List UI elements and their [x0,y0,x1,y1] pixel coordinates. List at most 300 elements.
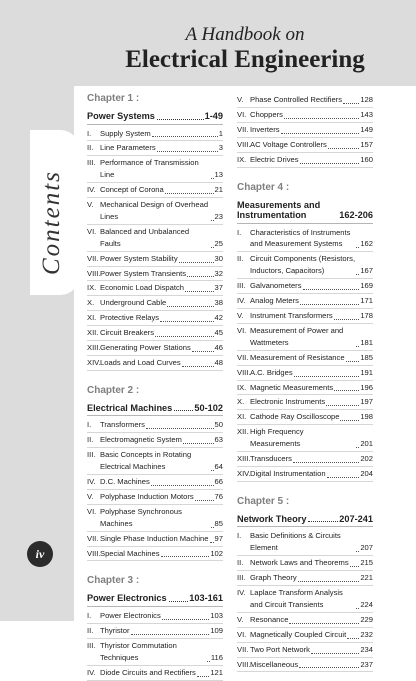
chapter-title [87,593,223,607]
entry-body [250,629,373,641]
entry-title: Measurement of Resistance [250,352,345,362]
entry-page: 171 [360,296,373,306]
entry-page: 109 [210,625,223,635]
toc-entry [237,324,373,351]
entry-body [250,295,373,307]
chapter-section [237,496,373,673]
toc-entry [87,609,223,624]
entry-numeral: III. [237,281,246,291]
entry-title: Galvanometers [250,281,302,291]
entry-body [100,142,223,154]
entry-numeral: VIII. [237,139,251,149]
dot-leader [293,462,359,463]
entry-title: Resonance [250,614,289,624]
toc-entry [87,311,223,326]
entry-numeral: XIV. [237,468,251,478]
entry-title: Underground Cable [100,298,167,308]
entry-title: Thyristor Commutation Techniques [100,640,177,662]
entry-title: Instrument Transformers [250,310,333,320]
entry-title: Loads and Load Curves [100,358,181,367]
toc-entry [87,532,223,547]
toc-entry [237,425,373,452]
toc-entry [237,452,373,467]
entry-body [100,610,223,622]
entry-title: Analog Meters [250,296,299,306]
entry-body [250,154,373,166]
toc-entry [87,433,223,448]
entry-body [100,312,223,324]
entry-body [250,614,373,626]
dot-leader [281,133,360,134]
dot-leader [356,551,359,552]
entry-body [100,625,223,637]
dot-leader [284,118,359,119]
dot-leader [343,103,359,104]
entry-body [100,357,223,369]
toc-entry [237,153,373,168]
entry-page: 97 [214,533,223,543]
dot-leader [298,581,360,582]
chapter-section [237,93,373,168]
dot-leader [356,274,359,275]
toc-entry [237,279,373,294]
sidebar-band [0,0,74,621]
entry-body [250,124,373,136]
entry-title: Basic Concepts in Rotating Electrical Machines [100,450,192,472]
toc-entry [87,448,223,475]
dot-leader [157,119,204,120]
toc-entry [237,381,373,396]
entry-numeral: VIII. [87,268,101,278]
entry-title: Magnetic Measurements [250,382,334,392]
dot-leader [303,289,360,290]
toc-entry [87,252,223,267]
chapter-label: Chapter 4 : [237,181,290,193]
entry-title: Transformers [100,420,145,430]
entry-page: 160 [360,154,373,164]
chapter-title-text: Measurements and Instrumentation [237,199,321,221]
toc-entry [87,156,223,183]
entry-numeral: V. [87,200,94,210]
entry-numeral: IV. [87,185,96,195]
entry-numeral: III. [87,640,96,650]
dot-leader [356,608,359,609]
entry-body [250,253,373,277]
entry-page: 232 [360,629,373,639]
dot-leader [210,542,214,543]
entry-title: Circuit Breakers [100,328,155,338]
entry-title: Generating Power Stations [100,343,191,353]
dot-leader [151,485,214,486]
entry-numeral: II. [87,143,94,153]
toc-entry [87,296,223,311]
dot-leader [356,247,359,248]
entry-numeral: II. [87,625,94,635]
entry-title: Polyphase Synchronous Machines [100,506,182,528]
entry-title: A.C. Bridges [250,367,293,377]
entry-title: Laplace Transform Analysis and Circuit Transients [250,587,343,609]
chapter-title [87,403,223,417]
entry-title: Inverters [250,124,280,134]
dot-leader [300,304,359,305]
toc-entry [237,628,373,643]
toc-entry [87,326,223,341]
entry-page: 169 [360,281,373,291]
entry-title: Phase Controlled Rectifiers [250,95,343,104]
toc-column-left [87,93,223,681]
toc-entry [87,356,223,371]
dot-leader [197,676,210,677]
entry-page: 162 [360,239,373,249]
entry-title: Measurement of Power and Wattmeters [250,325,344,347]
entry-title: Choppers [250,109,283,119]
entry-numeral: VIII. [237,659,251,669]
dot-leader [169,601,189,602]
entry-title: AC Voltage Controllers [250,139,327,149]
toc-entry [87,198,223,225]
dot-leader [207,661,210,662]
entry-numeral: VIII. [237,367,251,377]
entry-title: Cathode Ray Oscilloscope [250,412,340,422]
entry-body [100,199,223,223]
entry-title: Polyphase Induction Motors [100,491,194,501]
entry-body [250,572,373,584]
dot-leader [152,136,218,137]
entry-body [100,157,223,181]
entry-numeral: V. [87,491,94,501]
entry-numeral: IX. [237,154,247,164]
dot-leader [187,276,213,277]
entry-numeral: VI. [87,226,97,236]
toc-entry [87,418,223,433]
entry-title: Basic Definitions & Circuits Element [250,531,341,553]
entry-body [100,533,223,545]
dot-leader [211,178,214,179]
dot-leader [155,336,214,337]
entry-title: Thyristor [100,625,130,635]
toc-entry [237,395,373,410]
entry-title: Graph Theory [250,573,297,583]
entry-page: 149 [360,124,373,134]
dot-leader [334,319,360,320]
toc-entry [87,505,223,532]
entry-body [250,367,373,379]
entry-numeral: V. [237,310,244,320]
entry-numeral: II. [87,435,94,445]
entry-body [100,253,223,265]
entry-numeral: XII. [87,328,99,338]
book-subtitle: A Handbook on [185,24,305,45]
dot-leader [157,151,218,152]
chapter-label: Chapter 3 : [87,575,140,587]
chapter-section [87,93,223,371]
toc-entry [87,624,223,639]
dot-leader [162,619,210,620]
entry-page: 191 [360,367,373,377]
entry-numeral: IV. [237,587,246,597]
entry-title: High Frequency Measurements [250,427,304,449]
toc-entry [237,294,373,309]
toc-entry [237,556,373,571]
entry-numeral: X. [237,397,245,407]
entry-numeral: VII. [87,533,99,543]
toc-entry [87,225,223,252]
entry-page: 198 [360,412,373,422]
entry-numeral: IV. [87,477,96,487]
dot-leader [192,351,214,352]
header-band [74,0,416,86]
chapter-gap [87,371,223,385]
entry-page: 157 [360,139,373,149]
entry-page: 32 [214,268,223,278]
dot-leader [294,376,360,377]
dot-leader [346,361,360,362]
entry-numeral: II. [237,558,244,568]
entry-numeral: VII. [87,253,99,263]
toc-entry [87,639,223,666]
dot-leader [211,247,214,248]
toc-entry [237,226,373,253]
entry-body [250,453,373,465]
entry-body [100,297,223,309]
toc-entry [237,643,373,658]
entry-page: 23 [214,211,223,221]
dot-leader [160,321,213,322]
dot-leader [326,405,359,406]
entry-numeral: IX. [87,283,97,293]
toc-entry [237,123,373,138]
dot-leader [165,193,214,194]
contents-label: Contents [38,170,65,275]
toc-entry [87,183,223,198]
entry-page: 167 [360,266,373,276]
dot-leader [211,527,214,528]
entry-title: Concept of Corona [100,185,164,195]
dot-leader [300,163,360,164]
entry-body [250,280,373,292]
entry-page: 13 [214,170,223,180]
entry-page: 196 [360,382,373,392]
dot-leader [350,566,360,567]
entry-page: 121 [210,667,223,677]
toc-entry [87,666,223,681]
toc-column-right [237,93,373,672]
entry-page: 42 [214,313,223,323]
dot-leader [167,306,213,307]
page-number-badge: iv [27,541,53,567]
entry-title: Balanced and Unbalanced Faults [100,226,190,248]
entry-numeral: X. [87,298,95,308]
dot-leader [146,428,214,429]
chapter-gap [237,168,373,182]
entry-numeral: IX. [237,382,247,392]
entry-title: Supply System [100,128,151,138]
entry-numeral: VII. [237,352,249,362]
entry-body [250,310,373,322]
entry-page: 37 [214,283,223,293]
entry-numeral: V. [237,614,244,624]
entry-page: 202 [360,454,373,464]
chapter-label: Chapter 2 : [87,384,140,396]
entry-page: 3 [218,143,223,153]
entry-body [100,128,223,140]
dot-leader [356,447,359,448]
entry-page: 143 [360,109,373,119]
toc-entry [237,529,373,556]
entry-title: Performance of Transmission Line [100,158,199,180]
entry-page: 229 [360,614,373,624]
entry-title: Mechanical Design of Overhead Lines [100,200,209,221]
entry-page: 66 [214,477,223,487]
dot-leader [211,220,214,221]
toc-entry [87,127,223,142]
entry-numeral: XIII. [87,343,101,353]
entry-title: Power System Transients [100,268,187,278]
toc-entry [237,613,373,628]
entry-body [100,667,223,679]
entry-title: Two Port Network [250,644,310,654]
entry-page: 197 [360,397,373,407]
entry-body [100,226,223,250]
dot-leader [131,634,210,635]
entry-title: D.C. Machines [100,477,150,487]
entry-title: Electric Drives [250,154,299,164]
entry-body [100,548,223,560]
entry-page: 64 [214,462,223,472]
entry-body [250,426,373,450]
entry-page: 25 [214,238,223,248]
entry-numeral: XI. [87,313,97,323]
toc-entry [237,351,373,366]
dot-leader [299,667,359,668]
entry-body [250,644,373,656]
dot-leader [334,390,359,391]
toc-entry [237,410,373,425]
dot-leader [161,556,210,557]
entry-body [100,419,223,431]
entry-numeral: I. [87,610,92,620]
entry-title: Power Electronics [100,610,161,620]
chapter-pages: 1-49 [204,111,223,121]
chapter-title-text: Power Electronics [87,593,167,604]
entry-page: 1 [218,128,223,138]
toc-entry [237,309,373,324]
entry-page: 201 [360,439,373,449]
chapter-section [87,575,223,680]
toc-entry [237,467,373,482]
entry-numeral: VI. [237,325,247,335]
dot-leader [340,420,359,421]
dot-leader [327,477,360,478]
dot-leader [185,291,214,292]
entry-page: 181 [360,337,373,347]
chapter-title [237,514,373,528]
toc-entry [87,475,223,490]
entry-numeral: VI. [237,109,247,119]
entry-title: Circuit Components (Resistors, Inductors, Capacitors) [250,254,356,276]
entry-numeral: VI. [237,629,247,639]
entry-numeral: I. [237,531,242,541]
entry-body [100,449,223,473]
entry-numeral: VII. [237,644,249,654]
entry-title: Line Parameters [100,143,156,153]
chapter-section [87,385,223,562]
entry-page: 30 [214,253,223,263]
entry-title: Magnetically Coupled Circuit [250,629,347,639]
entry-title: Network Laws and Theorems [250,558,349,568]
entry-numeral: VI. [87,506,97,516]
toc-entry [87,281,223,296]
entry-title: Special Machines [100,548,160,558]
entry-page: 102 [210,548,223,558]
chapter-pages: 207-241 [339,513,373,524]
entry-body [250,382,373,394]
entry-body [250,396,373,408]
chapter-label: Chapter 5 : [237,495,290,507]
toc-entry [237,252,373,279]
entry-page: 234 [360,644,373,654]
entry-numeral: IV. [87,667,96,677]
entry-body [100,327,223,339]
entry-page: 116 [210,652,223,662]
chapter-pages: 50-102 [194,402,223,413]
entry-title: Economic Load Dispatch [100,283,184,293]
entry-page: 221 [360,573,373,583]
entry-numeral: VII. [237,124,249,134]
chapter-gap [87,561,223,575]
entry-body [250,352,373,364]
chapter-title [237,200,373,224]
entry-page: 63 [214,435,223,445]
entry-title: Transducers [250,454,292,464]
entry-body [250,109,373,121]
entry-body [250,530,373,554]
entry-body [100,184,223,196]
entry-body [250,139,373,151]
entry-title: Protective Relays [100,313,160,323]
entry-numeral: IV. [237,296,246,306]
toc-entry [237,108,373,123]
entry-numeral: I. [237,227,242,237]
toc-entry [237,658,373,673]
dot-leader [289,623,359,624]
chapter-label: Chapter 1 : [87,93,140,104]
entry-body [250,94,373,106]
entry-page: 207 [360,543,373,553]
entry-numeral: III. [87,158,96,168]
chapter-title [87,111,223,125]
entry-numeral: I. [87,420,92,430]
entry-page: 21 [214,185,223,195]
entry-page: 38 [214,298,223,308]
chapter-pages: 162-206 [339,210,373,221]
entry-body [100,640,223,664]
entry-title: Electronic Instruments [250,397,326,407]
chapter-title-text: Electrical Machines [87,402,173,413]
entry-page: 215 [360,558,373,568]
toc-entry [237,366,373,381]
entry-page: 178 [360,310,373,320]
entry-body [100,491,223,503]
toc-entry [87,547,223,562]
toc-entry [87,341,223,356]
entry-numeral: III. [87,450,96,460]
dot-leader [328,148,360,149]
toc-entry [237,571,373,586]
entry-body [250,468,373,480]
toc-entry [87,267,223,282]
dot-leader [311,653,359,654]
